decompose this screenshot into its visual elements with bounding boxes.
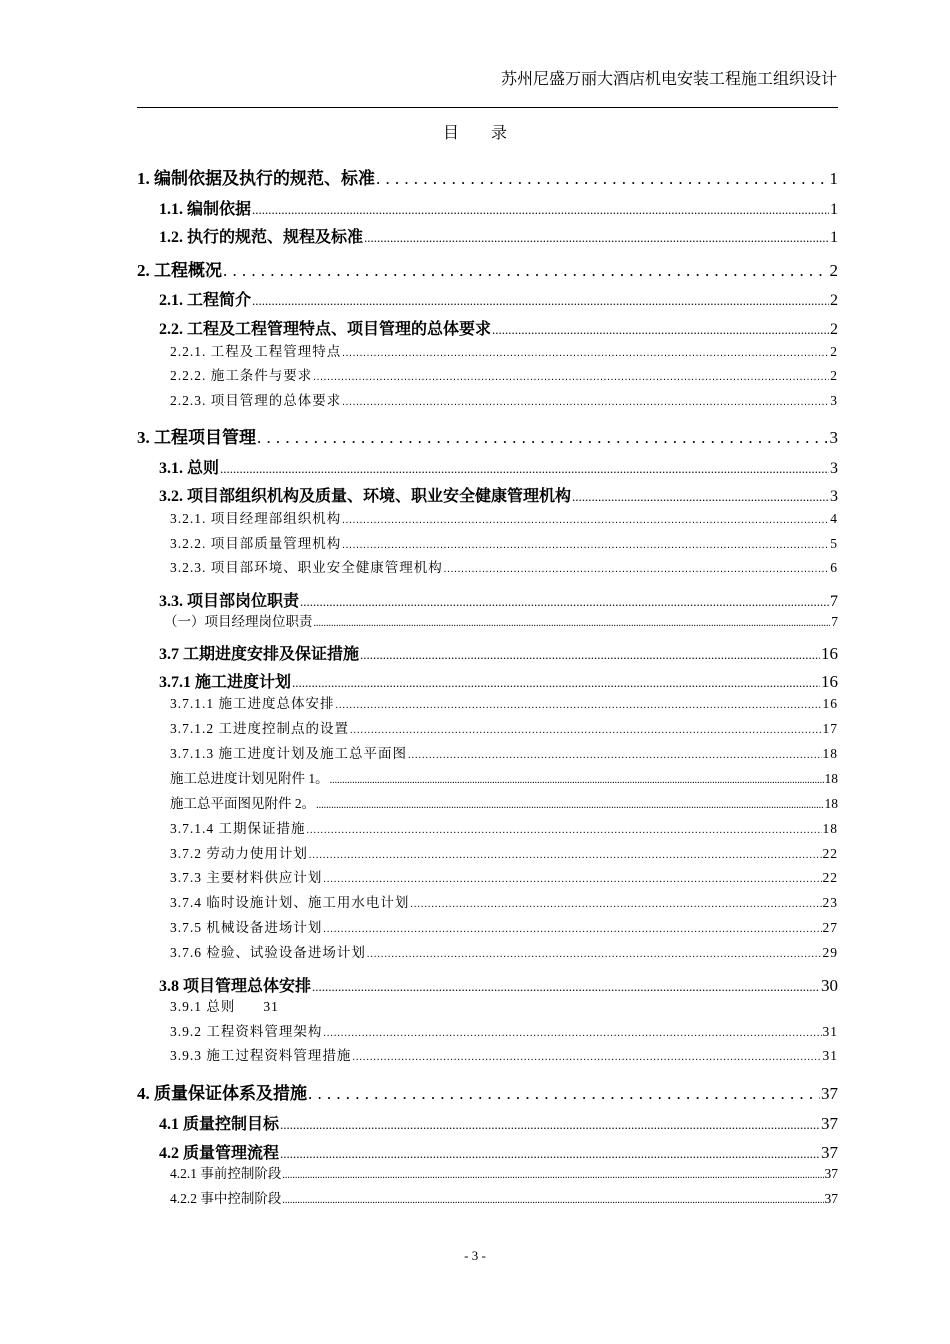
toc-entry-page: 1 <box>830 229 838 246</box>
toc-entry[interactable] <box>137 891 838 911</box>
dot-leader <box>252 202 829 218</box>
toc-entry[interactable] <box>137 532 838 552</box>
toc-entry[interactable] <box>137 717 838 737</box>
running-header: 苏州尼盛万丽大酒店机电安装工程施工组织设计 <box>500 71 837 88</box>
toc-entry-page: 3 <box>829 428 838 447</box>
dot-leader <box>323 1028 821 1039</box>
toc-entry[interactable] <box>137 1187 838 1207</box>
toc-entry[interactable] <box>137 507 838 527</box>
toc-entry[interactable] <box>137 1044 838 1064</box>
toc-entry-text: 3.9.3 施工过程资料管理措施 <box>170 1048 352 1063</box>
toc-entry-page: 3 <box>830 393 838 408</box>
dot-leader <box>312 979 820 995</box>
toc-entry-text: 3.7.1.3 施工进度计划及施工总平面图 <box>170 746 407 761</box>
toc-entry-text: 4.2 质量管理流程 <box>159 1145 280 1162</box>
toc-entry[interactable] <box>137 767 838 787</box>
toc-entry-page: 22 <box>822 870 838 885</box>
dot-leader <box>492 322 829 338</box>
toc-entry-text: 施工总平面图见附件 2。 <box>170 796 316 811</box>
toc-entry-text: 3.9.1 总则 <box>170 999 236 1014</box>
dot-leader <box>364 230 829 246</box>
toc-entry-page: 7 <box>831 614 838 629</box>
toc-entry-text: 4. 质量保证体系及措施 <box>137 1084 307 1103</box>
toc-entry-text: 3.2.2. 项目部质量管理机构 <box>170 536 342 551</box>
toc-entry[interactable] <box>137 1140 838 1163</box>
toc-entry[interactable] <box>137 1162 838 1182</box>
toc-entry-page: 1 <box>829 169 838 188</box>
toc-entry-page: 29 <box>822 945 838 960</box>
toc-entry-text: 3.7.1.1 施工进度总体安排 <box>170 696 335 711</box>
toc-entry-page: 37 <box>821 1143 838 1162</box>
dot-leader <box>314 618 831 629</box>
toc-entry-text: 施工总进度计划见附件 1。 <box>170 771 329 786</box>
dot-leader <box>300 594 829 610</box>
toc-entry-text: 4.1 质量控制目标 <box>159 1116 280 1133</box>
toc-entry-page: 17 <box>822 721 838 736</box>
toc-entry-page: 30 <box>821 976 838 995</box>
toc-entry-page: 18 <box>824 771 838 786</box>
toc-entry-page: 31 <box>263 999 279 1014</box>
toc-entry[interactable] <box>137 256 838 281</box>
toc-entry[interactable] <box>137 1020 838 1040</box>
toc-entry[interactable] <box>137 995 838 1015</box>
toc-entry[interactable] <box>137 973 838 996</box>
toc-entry-text: 3.7.5 机械设备进场计划 <box>170 920 323 935</box>
dot-leader <box>342 348 829 359</box>
dot-leader <box>220 461 829 477</box>
dot-leader <box>257 428 829 448</box>
toc-entry[interactable] <box>137 455 838 478</box>
toc-entry-page: 2 <box>830 321 838 338</box>
toc-entry[interactable] <box>137 842 838 862</box>
dot-leader <box>352 1052 821 1063</box>
toc-entry-text: 3.2.1. 项目经理部组织机构 <box>170 511 342 526</box>
toc-entry[interactable] <box>137 792 838 812</box>
toc-entry-text: 3.3. 项目部岗位职责 <box>159 593 300 610</box>
toc-entry[interactable] <box>137 1111 838 1134</box>
toc-entry[interactable] <box>137 692 838 712</box>
dot-leader <box>376 169 829 189</box>
toc-entry[interactable] <box>137 669 838 692</box>
toc-entry-page: 5 <box>830 536 838 551</box>
toc-entry-page: 16 <box>821 644 838 663</box>
toc-entry-text: 2.2.1. 工程及工程管理特点 <box>170 344 342 359</box>
toc-entry-page: 18 <box>824 796 838 811</box>
toc-entry-page: 22 <box>822 846 838 861</box>
toc-entry-page: 23 <box>822 895 838 910</box>
toc-entry-page: 18 <box>822 821 838 836</box>
dot-leader <box>330 775 824 786</box>
toc-entry-page: 37 <box>821 1084 838 1103</box>
toc-entry-text: 4.2.2 事中控制阶段 <box>170 1191 282 1206</box>
toc-entry[interactable] <box>137 866 838 886</box>
dot-leader <box>282 1195 823 1206</box>
toc-title: 目 录 <box>442 125 521 142</box>
dot-leader <box>307 825 822 836</box>
toc-entry-page: 7 <box>830 593 838 610</box>
dot-leader <box>323 924 821 935</box>
dot-leader <box>360 647 820 663</box>
toc-entry-text: 2. 工程概况 <box>137 261 222 280</box>
toc-entry[interactable] <box>137 164 838 189</box>
toc-entry[interactable] <box>137 556 838 576</box>
dot-leader <box>323 874 821 885</box>
toc-entry-text: 3.7.1.2 工进度控制点的设置 <box>170 721 349 736</box>
toc-entry-text: （一）项目经理岗位职责 <box>164 614 313 629</box>
dot-leader <box>252 293 829 309</box>
toc-entry-text: 3.9.2 工程资料管理架构 <box>170 1024 323 1039</box>
toc-entry-text: 1.1. 编制依据 <box>159 201 252 218</box>
toc-entry-text: 1. 编制依据及执行的规范、标准 <box>137 169 375 188</box>
toc-entry-page: 16 <box>821 672 838 691</box>
toc-entry-page: 2 <box>830 368 838 383</box>
dot-leader <box>342 515 829 526</box>
toc-entry-text: 3. 工程项目管理 <box>137 428 256 447</box>
dot-leader <box>308 1084 820 1104</box>
toc-entry-page: 27 <box>822 920 838 935</box>
dot-leader <box>350 725 822 736</box>
dot-leader <box>280 1146 820 1162</box>
dot-leader <box>336 700 822 711</box>
toc-entry-text: 3.2.3. 项目部环境、职业安全健康管理机构 <box>170 560 443 575</box>
toc-entry-text: 3.7.1.4 工期保证措施 <box>170 821 306 836</box>
toc-entry[interactable] <box>137 742 838 762</box>
toc-entry[interactable] <box>137 287 838 310</box>
toc-entry-page: 1 <box>830 201 838 218</box>
toc-entry-text: 3.7.2 劳动力使用计划 <box>170 846 308 861</box>
toc-entry[interactable] <box>137 941 838 961</box>
toc-entry-text: 2.2.2. 施工条件与要求 <box>170 368 313 383</box>
toc-entry[interactable] <box>137 1079 838 1104</box>
header-rule <box>137 107 838 108</box>
toc-entry-text: 3.2. 项目部组织机构及质量、环境、职业安全健康管理机构 <box>159 488 572 505</box>
toc-entry[interactable] <box>137 483 838 506</box>
dot-leader <box>282 1170 823 1181</box>
toc-entry[interactable] <box>137 340 838 360</box>
dot-leader <box>408 750 822 761</box>
dot-leader <box>367 949 822 960</box>
dot-leader <box>410 899 821 910</box>
dot-leader <box>223 261 829 281</box>
toc-entry-text: 3.7.1 施工进度计划 <box>159 674 292 691</box>
toc-entry-text: 2.1. 工程简介 <box>159 292 252 309</box>
toc-entry[interactable] <box>137 364 838 384</box>
dot-leader <box>572 489 829 505</box>
toc-entry-text: 4.2.1 事前控制阶段 <box>170 1166 282 1181</box>
toc-entry-text: 3.7.4 临时设施计划、施工用水电计划 <box>170 895 410 910</box>
toc-entry-page: 16 <box>822 696 838 711</box>
dot-leader <box>342 397 829 408</box>
dot-leader <box>444 564 830 575</box>
toc-entry-text: 2.2. 工程及工程管理特点、项目管理的总体要求 <box>159 321 492 338</box>
toc-entry-page: 37 <box>821 1114 838 1133</box>
toc-entry-page: 18 <box>822 746 838 761</box>
toc-entry[interactable] <box>137 389 838 409</box>
toc-entry-page: 6 <box>830 560 838 575</box>
toc-entry-text: 3.1. 总则 <box>159 460 220 477</box>
toc-entry-text: 2.2.3. 项目管理的总体要求 <box>170 393 342 408</box>
toc-entry-page: 2 <box>830 292 838 309</box>
toc-entry[interactable] <box>137 224 838 247</box>
toc-entry-page: 2 <box>830 344 838 359</box>
toc-entry-text: 3.7 工期进度安排及保证措施 <box>159 646 360 663</box>
toc-entry[interactable] <box>137 423 838 448</box>
dot-leader <box>309 850 822 861</box>
dot-leader <box>280 1117 820 1133</box>
toc-entry[interactable] <box>137 196 838 219</box>
toc-entry[interactable] <box>137 588 838 611</box>
dot-leader <box>342 540 829 551</box>
toc-entry-page: 3 <box>830 460 838 477</box>
toc-entry-page: 31 <box>822 1024 838 1039</box>
toc-entry-page: 37 <box>824 1191 838 1206</box>
toc-entry[interactable] <box>137 641 838 664</box>
toc-entry-page: 4 <box>830 511 838 526</box>
toc-entry-text: 1.2. 执行的规范、规程及标准 <box>159 229 364 246</box>
toc-entry-text: 3.8 项目管理总体安排 <box>159 978 312 995</box>
page-number: - 3 - <box>464 1248 486 1263</box>
toc-entry[interactable] <box>137 316 838 339</box>
dot-leader <box>292 675 820 691</box>
toc-entry[interactable] <box>137 610 838 630</box>
toc-entry-text: 3.7.6 检验、试验设备进场计划 <box>170 945 366 960</box>
toc-entry-page: 37 <box>824 1166 838 1181</box>
dot-leader <box>313 372 829 383</box>
toc-entry-page: 3 <box>830 488 838 505</box>
toc-entry-page: 2 <box>829 261 838 280</box>
toc-entry[interactable] <box>137 817 838 837</box>
dot-leader <box>316 800 823 811</box>
toc-entry-text: 3.7.3 主要材料供应计划 <box>170 870 323 885</box>
toc-entry-page: 31 <box>822 1048 838 1063</box>
toc-entry[interactable] <box>137 916 838 936</box>
